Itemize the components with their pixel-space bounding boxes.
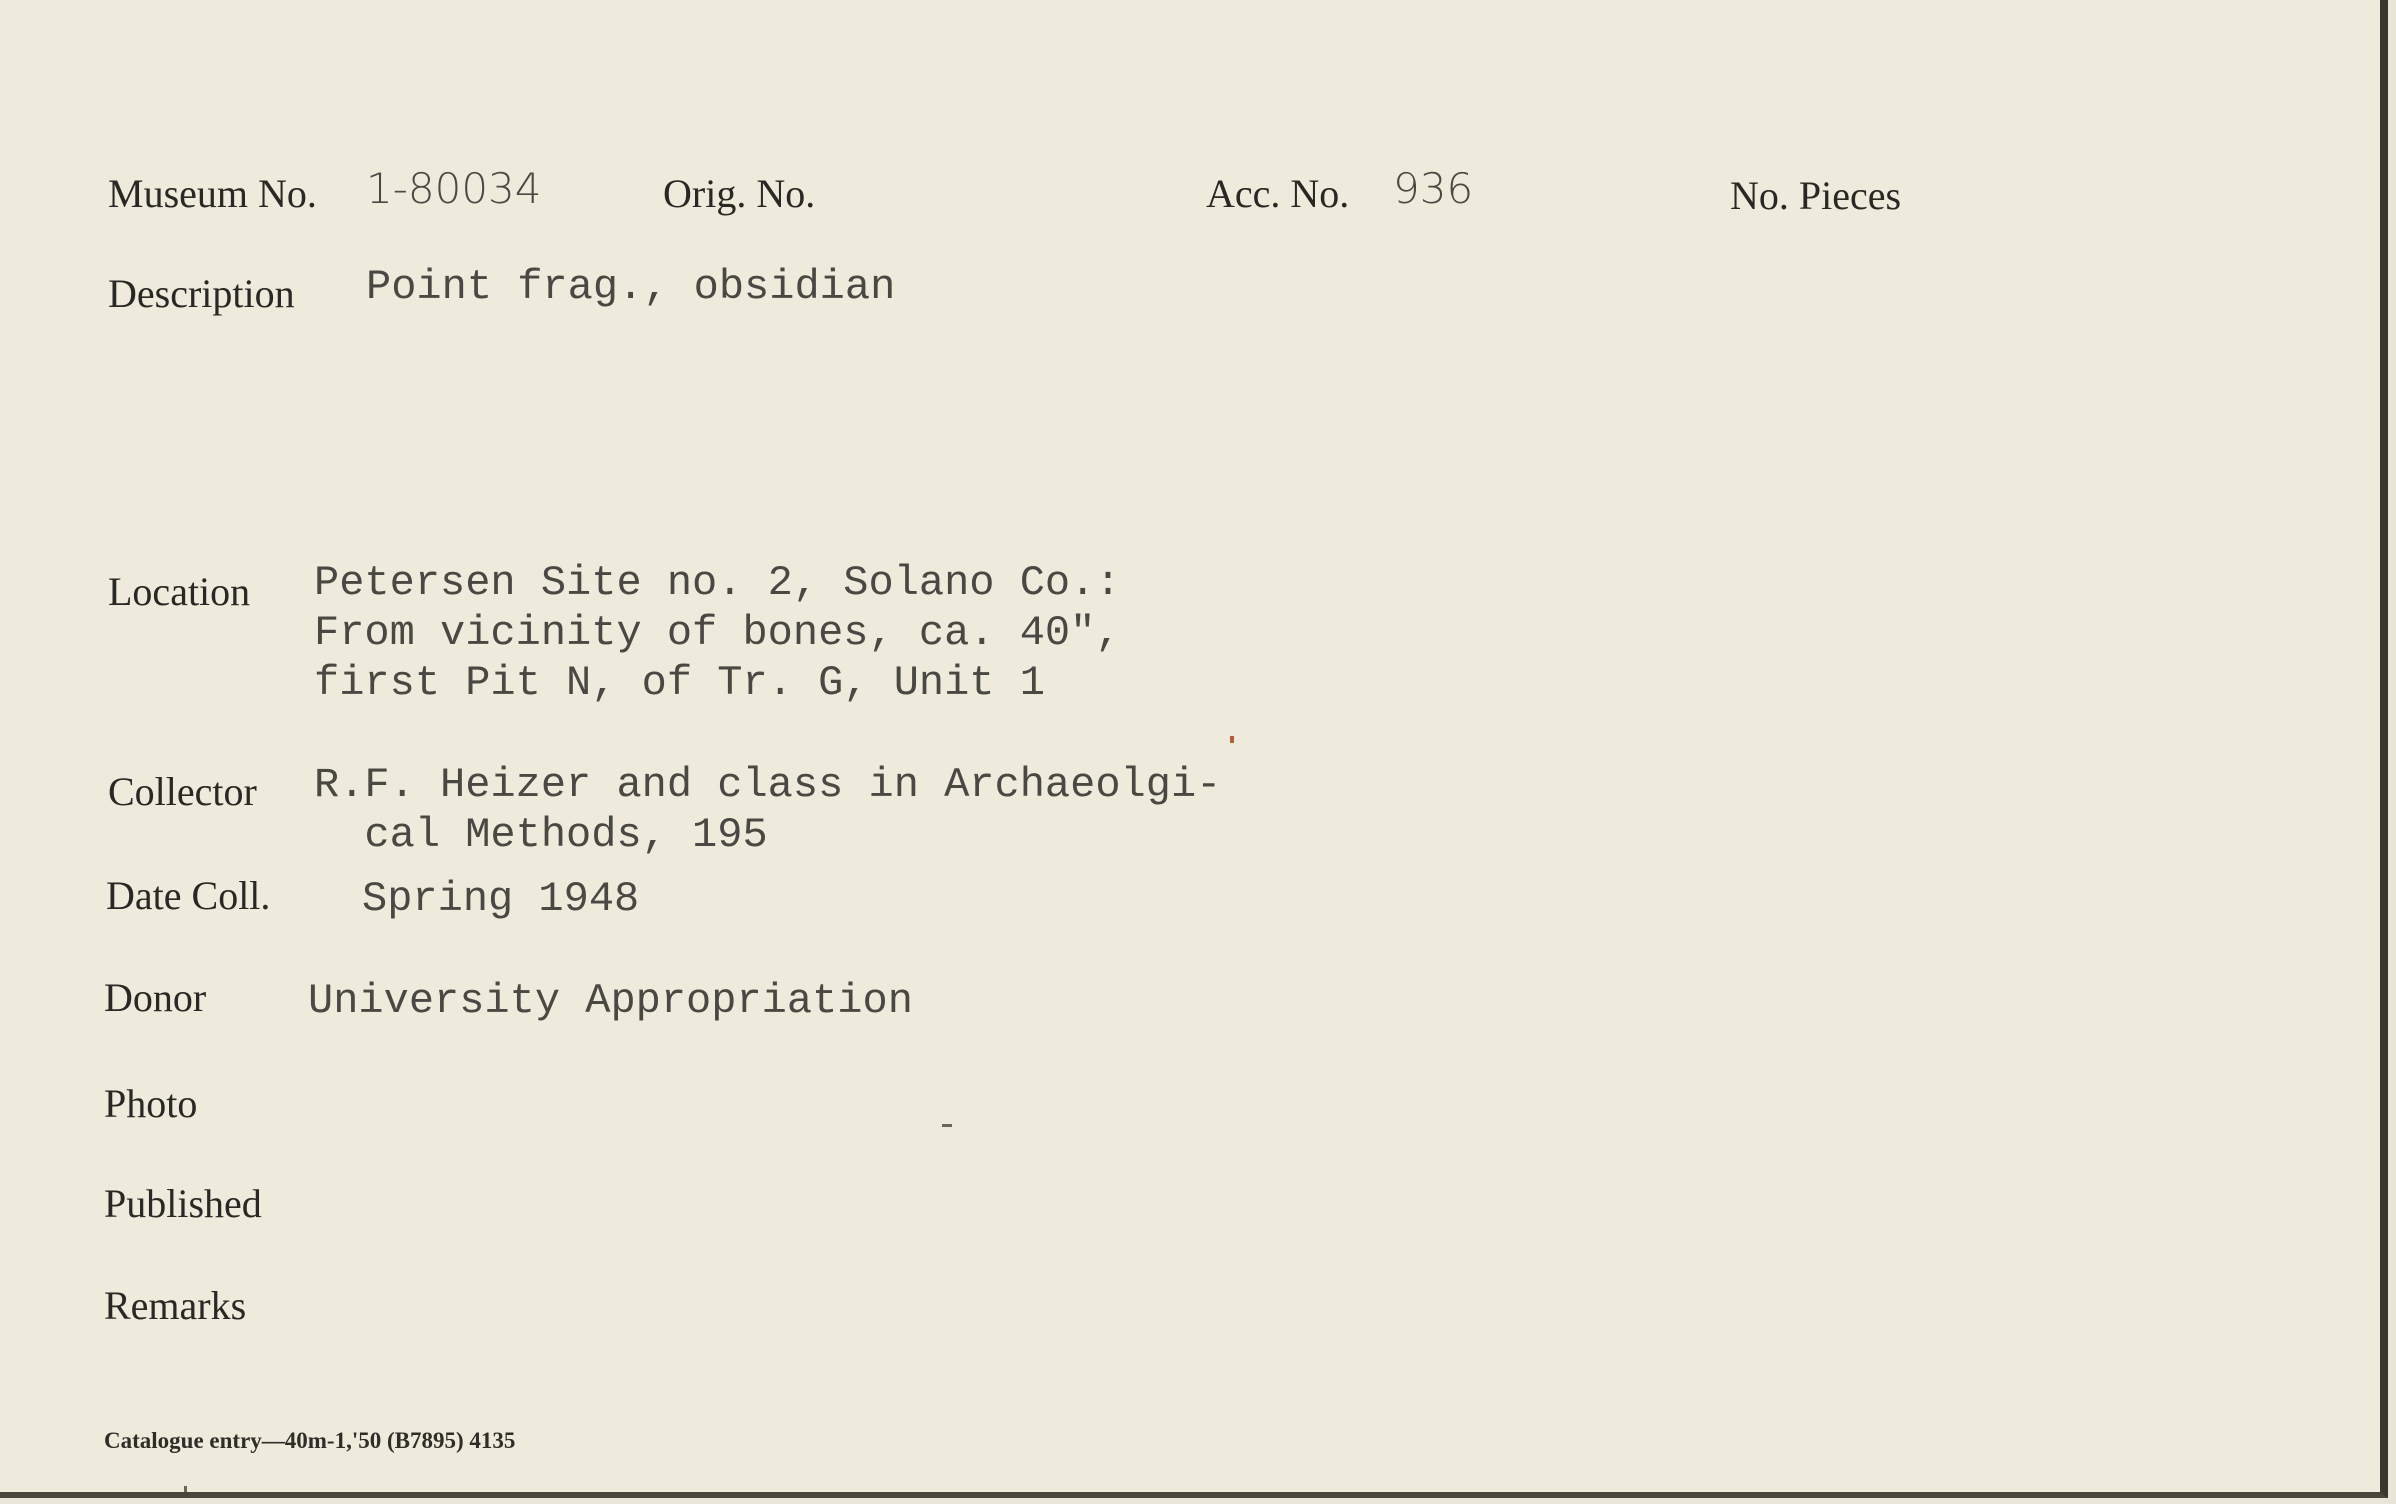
photo-label: Photo	[104, 1081, 198, 1126]
ink-speck	[184, 1486, 187, 1494]
collector-label: Collector	[108, 769, 257, 814]
ink-mark	[942, 1124, 952, 1127]
description-value: Point frag., obsidian	[366, 263, 896, 311]
orig-no-label: Orig. No.	[663, 171, 816, 216]
published-label: Published	[104, 1181, 262, 1226]
catalogue-footer: Catalogue entry—40m-1,'50 (B7895) 4135	[104, 1428, 516, 1453]
museum-no-value: 1-80034	[366, 164, 542, 213]
location-label: Location	[108, 569, 251, 614]
acc-no-label: Acc. No.	[1206, 171, 1350, 216]
ink-speck	[1230, 736, 1234, 743]
location-line-2: From vicinity of bones, ca. 40",	[314, 609, 1121, 657]
no-pieces-label: No. Pieces	[1730, 173, 1902, 218]
location-line-1: Petersen Site no. 2, Solano Co.:	[314, 559, 1121, 607]
location-line-3: first Pit N, of Tr. G, Unit 1	[314, 659, 1045, 707]
remarks-label: Remarks	[104, 1283, 247, 1328]
date-coll-label: Date Coll.	[106, 873, 271, 918]
collector-line-2: cal Methods, 195	[314, 811, 768, 859]
donor-label: Donor	[104, 975, 207, 1020]
collector-line-1: R.F. Heizer and class in Archaeolgi-	[314, 761, 1222, 809]
museum-no-label: Museum No.	[108, 171, 317, 216]
description-label: Description	[108, 271, 295, 316]
acc-no-value: 936	[1393, 164, 1474, 213]
date-coll-value: Spring 1948	[362, 875, 640, 923]
donor-value: University Appropriation	[308, 977, 913, 1025]
